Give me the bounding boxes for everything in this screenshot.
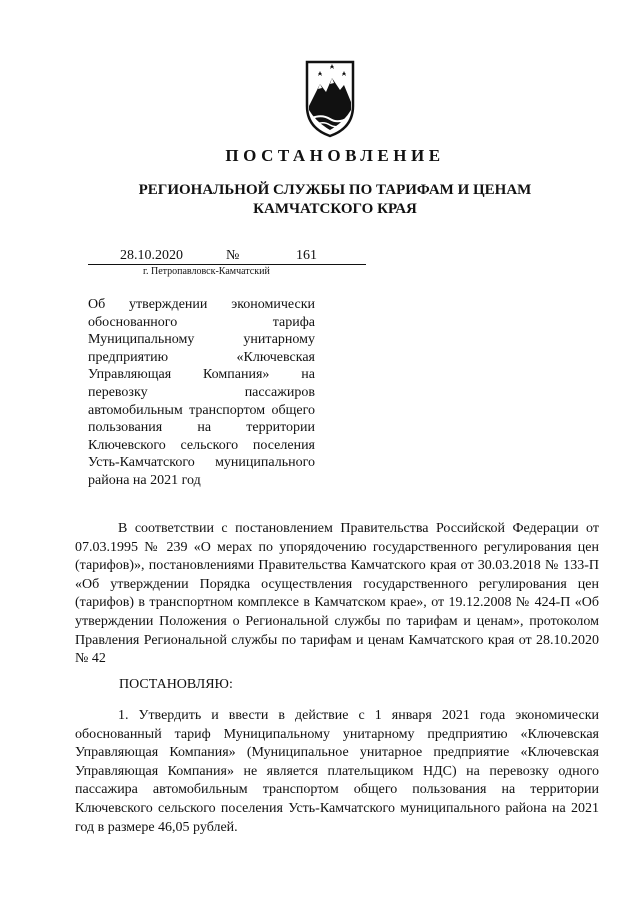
number-sign: № [226, 248, 240, 263]
document-subject: Об утверждении экономически обоснованного тарифа Муниципальному унитарному предприятию «Ключевская Управляющая Компания» на перевозку пассажиров автомобильным транспортом общего пользования на территории Ключевского сельского поселения Усть-Камчатского муниципального района на 2021 год [88, 297, 315, 488]
document-title: ПОСТАНОВЛЕНИЕ [225, 146, 445, 165]
authority-line-1: РЕГИОНАЛЬНОЙ СЛУЖБЫ ПО ТАРИФАМ И ЦЕНАМ [138, 182, 532, 198]
authority-line-2: КАМЧАТСКОГО КРАЯ [253, 201, 417, 217]
date-underline [88, 264, 366, 265]
decree-word: ПОСТАНОВЛЯЮ: [119, 677, 233, 692]
document-city: г. Петропавловск-Камчатский [143, 266, 270, 277]
item-1-paragraph: 1. Утвердить и ввести в действие с 1 января 2021 года экономически обоснованный тариф Муниципальному унитарному предприятию «Ключевская Управляющая Компания» (Муниципальное унитарное предприятие «Ключевская Управляющая Компания» не является плательщиком НДС) на перевозку одного пассажира автомобильным транспортом общего пользования на территории Ключевского сельского поселения Усть-Камчатского муниципального района на 2021 год в размере 46,05 рублей. [75, 708, 599, 835]
issuing-authority [0, 181, 640, 219]
document-number: 161 [296, 248, 317, 263]
coat-of-arms-icon [304, 58, 356, 138]
document-date: 28.10.2020 [120, 248, 183, 263]
preamble-paragraph: В соответствии с постановлением Правительства Российской Федерации от 07.03.1995 № 239 «О мерах по упорядочению государственного регулирования цен (тарифов)», постановлениями Правительства Камчатского края от 30.03.2018 № 133-П «Об утверждении Порядка осуществления государственного регулирования цен (тарифов) в транспортном комплексе в Камчатском крае», от 19.12.2008 № 424-П «Об утверждении Положения о Региональной службы по тарифам и ценам», протоколом Правления Региональной службы по тарифам и ценам Камчатского края от 28.10.2020 № 42 [75, 521, 599, 667]
date-number-row [88, 248, 366, 266]
